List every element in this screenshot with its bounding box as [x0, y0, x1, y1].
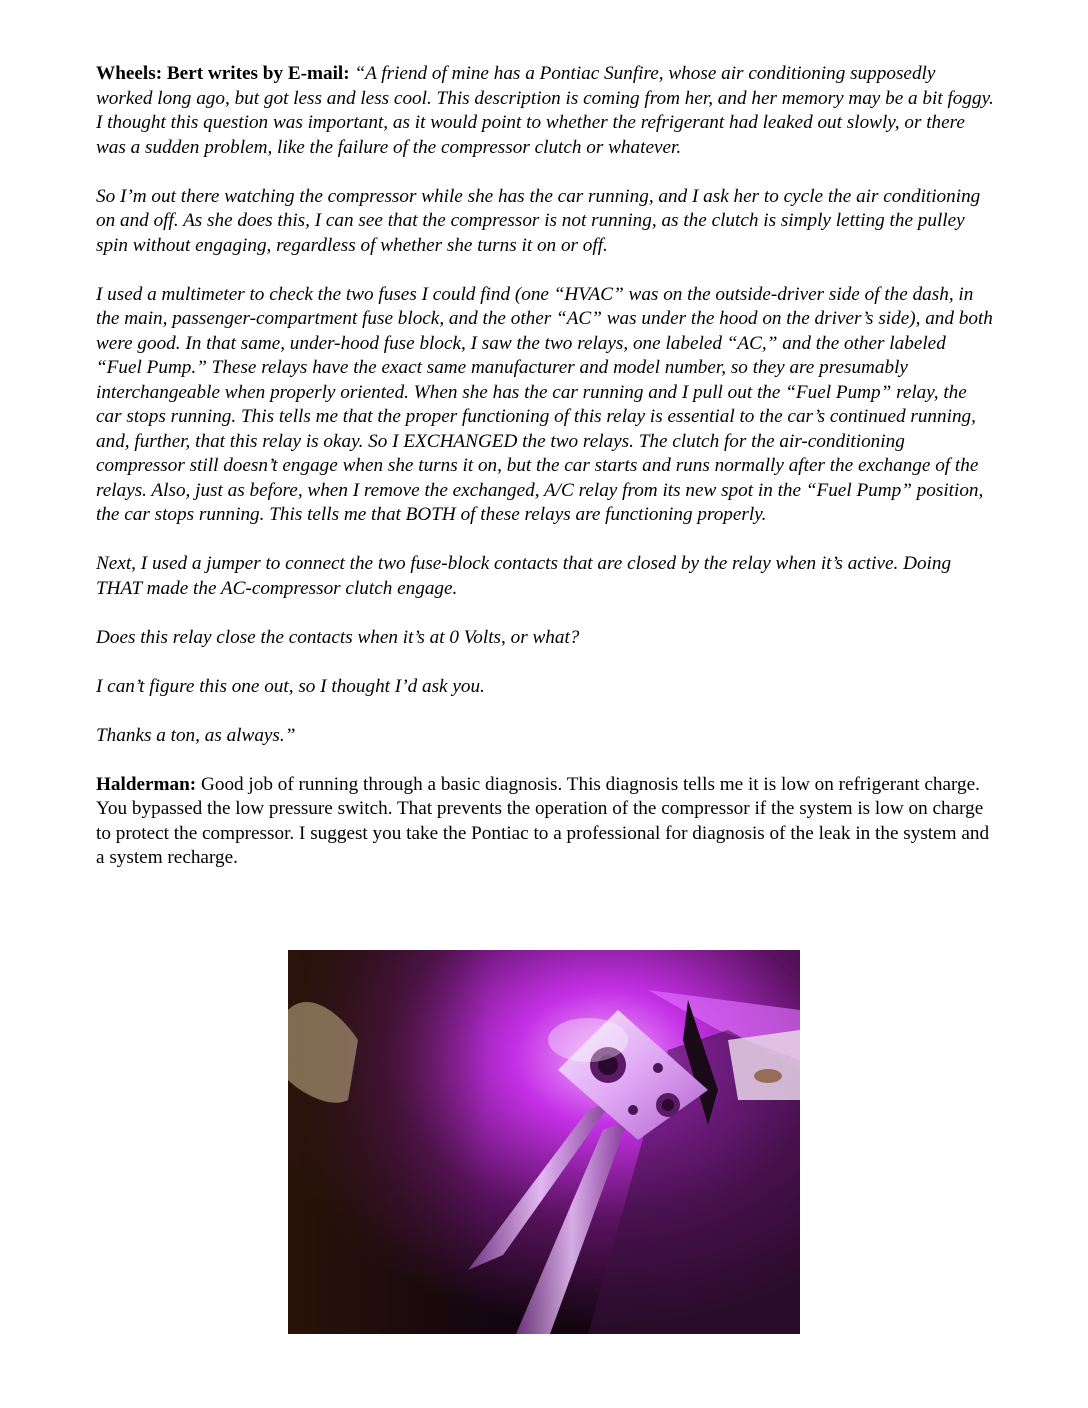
letter-paragraph-2: So I’m out there watching the compressor while she has the car running, and I ask her to cycle the air conditioning on and off. As she does this, I can see that the compressor is not running, as the clutch is simply letting the pulley spin without engaging, regardless of whether she turns it on or off.: [96, 185, 981, 256]
photo-bolt-hole-1: [653, 1063, 663, 1073]
answer-paragraph: [96, 773, 996, 871]
photo-bolt-hole-2: [628, 1105, 638, 1115]
photo-port-medium-inner: [662, 1099, 674, 1111]
answer-text: Good job of running through a basic diagnosis. This diagnosis tells me it is low on refrigerant charge. You bypassed the low pressure switch. That prevents the operation of the compressor if the system is low on charge to protect the compressor. I suggest you take the Pontiac to a professional for diagnosis of the leak in the system and a system recharge.: [96, 773, 990, 868]
uv-leak-detection-photo: [288, 950, 800, 1334]
letter-paragraph-1: [96, 62, 996, 160]
letter-lead: Wheels: Bert writes by E-mail:: [96, 63, 350, 84]
photo-stain: [754, 1069, 782, 1083]
letter-paragraph-7: Thanks a ton, as always.”: [96, 724, 296, 746]
photo-highlight: [548, 1018, 628, 1062]
letter-paragraph-5: Does this relay close the contacts when it’s at 0 Volts, or what?: [96, 626, 580, 648]
letter-paragraph-3: I used a multimeter to check the two fuses I could find (one “HVAC” was on the outside-driver side of the dash, in the main, passenger-compartment fuse block, and the other “AC” was under the hood on the driver’s side), and both were good. In that same, under-hood fuse block, I saw the two relays, one labeled “AC,” and the other labeled “Fuel Pump.” These relays have the exact same manufacturer and model number, so they are presumably interchangeable when properly oriented. When she has the car running and I pull out the “Fuel Pump” relay, the car stops running. This tells me that the proper functioning of this relay is essential to the car’s continued running, and, further, that this relay is okay. So I EXCHANGED the two relays. The clutch for the air-conditioning compressor still doesn’t engage when she turns it on, but the car starts and runs normally after the exchange of the relays. Also, just as before, when I remove the exchanged, A/C relay from its new spot in the “Fuel Pump” position, the car stops running. This tells me that BOTH of these relays are functioning properly.: [96, 283, 993, 525]
letter-paragraph-4: Next, I used a jumper to connect the two fuse-block contacts that are closed by the relay when it’s active. Doing THAT made the AC-compressor clutch engage.: [96, 553, 952, 599]
photo-label-card: [728, 1030, 800, 1100]
letter-paragraph-6: I can’t figure this one out, so I thought I’d ask you.: [96, 675, 485, 697]
answer-lead: Halderman:: [96, 773, 197, 795]
article-body: [96, 62, 996, 895]
letter-text: “A friend of mine has a Pontiac Sunfire, whose air conditioning supposedly worked long ago, but got less and less cool. This description is coming from her, and her memory may be a bit foggy. I thought this question was important, as it would point to whether the refrigerant had leaked out slowly, or there was a sudden problem, like the failure of the compressor clutch or whatever.: [96, 63, 994, 158]
